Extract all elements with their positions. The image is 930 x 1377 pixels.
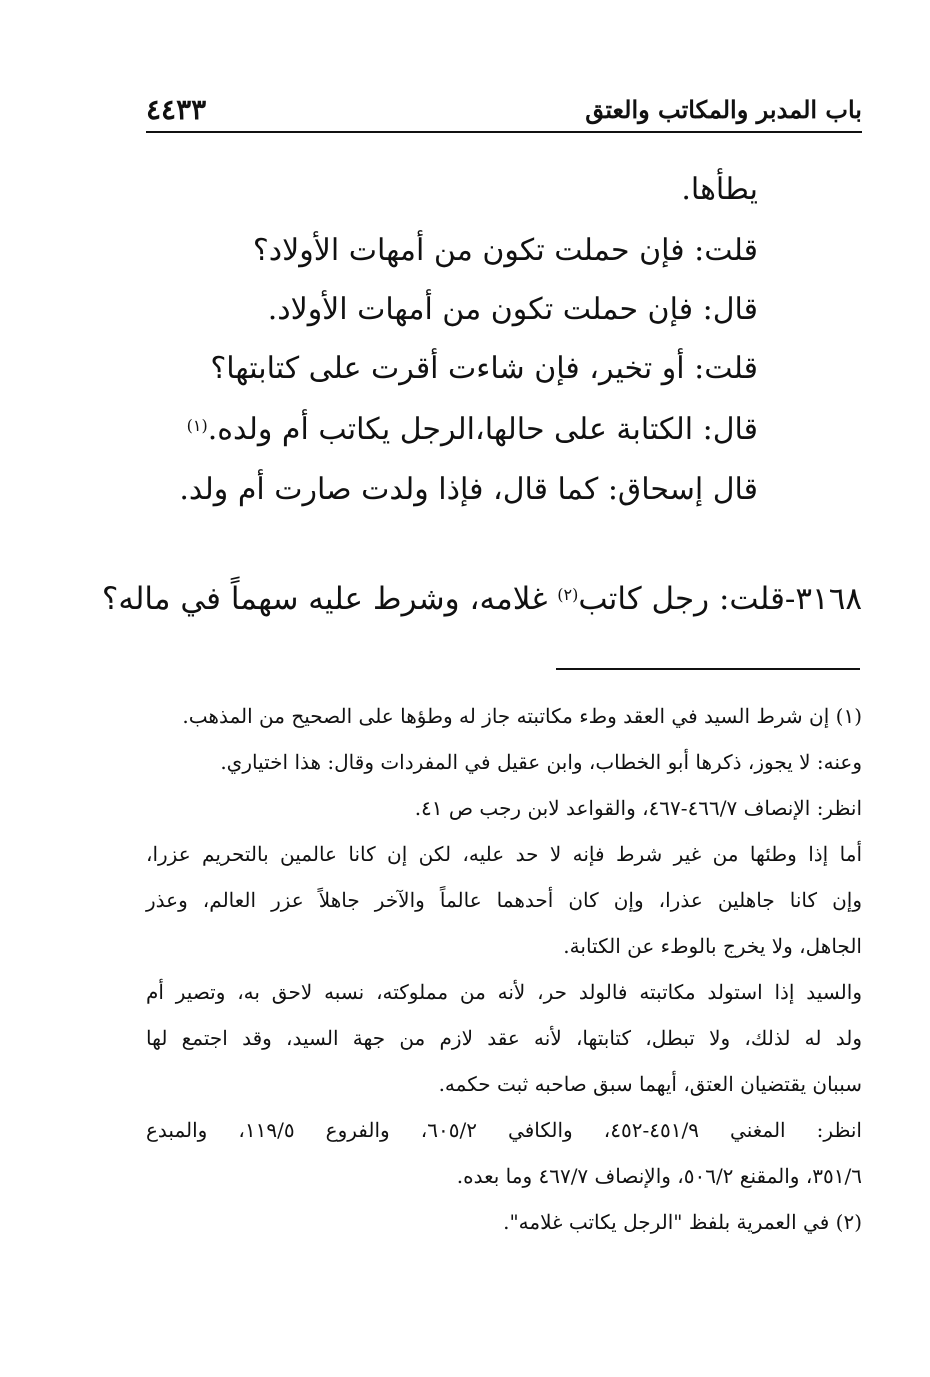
header-rule [146,131,862,133]
footnote-1-line-9: سببان يقتضيان العتق، أيهما سبق صاحبه ثبت حكمه. [438,1072,862,1096]
footnote-1-line-2: وعنه: لا يجوز، ذكرها أبو الخطاب، وابن عقيل في المفردات وقال: هذا اختياري. [220,750,862,774]
text-line-3: قال: فإن حملت تكون من أمهات الأولاد. [267,292,758,327]
footnote-1-line-5: وإن كانا جاهلين عذرا، وإن كان أحدهما عالماً والآخر جاهلاً عزر العالم، وعذر [146,888,862,912]
question-text-end: غلامه، وشرط عليه سهماً في ماله؟ [101,581,558,617]
text-line-2: قلت: فإن حملت تكون من أمهات الأولاد؟ [252,233,758,268]
footnote-ref-2: (٢) [557,585,579,604]
footnote-1-line-8: ولد له لذلك، ولا تبطل، كتابتها، لأنه عقد لازم من جهة السيد، وقد اجتمع لها [146,1026,862,1050]
footnote-1-line-4: أما إذا وطئها من غير شرط فإنه لا حد عليه، لكن إن كانا عالمين بالتحريم عزرا، [146,842,862,866]
page-number: ٤٤٣٣ [146,93,207,126]
footnote-1-line-1: (١) إن شرط السيد في العقد وطء مكاتبته جاز له وطؤها على الصحيح من المذهب. [182,704,862,728]
footnote-1-line-11: ٣٥١/٦، والمقنع ٥٠٦/٢، والإنصاف ٤٦٧/٧ وما بعده. [456,1164,862,1188]
chapter-title: باب المدبر والمكاتب والعتق [585,95,862,124]
footnote-1-line-3: انظر: الإنصاف ٤٦٦/٧-٤٦٧، والقواعد لابن رجب ص ٤١. [414,796,862,820]
footnote-separator [556,668,860,670]
text-line-4: قلت: أو تخير، فإن شاءت أقرت على كتابتها؟ [210,351,758,386]
text-line-6: قال إسحاق: كما قال، فإذا ولدت صارت أم ولد. [179,472,758,507]
footnote-ref-1: (١) [186,416,208,435]
footnote-1-line-10: انظر: المغني ٤٥١/٩-٤٥٢، والكافي ٦٠٥/٢، والفروع ١١٩/٥، والمبدع [146,1118,862,1142]
text-line-5-content: قال: الكتابة على حالها،الرجل يكاتب أم ولده. [207,412,758,447]
question-text-start: ٣١٦٨-قلت: رجل كاتب [578,581,862,617]
page-header [146,92,862,128]
question-3168 [102,578,862,620]
footnote-2: (٢) في العمرية بلفظ "الرجل يكاتب غلامه". [503,1210,862,1234]
footnote-1-line-6: الجاهل، ولا يخرج بالوطء عن الكتابة. [563,934,862,958]
text-line-1: يطأها. [681,172,758,207]
footnote-1 [146,693,862,1245]
footnote-1-line-7: والسيد إذا استولد مكاتبته فالولد حر، لأنه من مملوكته، نسبه لاحق به، وتصير أم [146,980,862,1004]
text-line-5 [187,410,758,450]
